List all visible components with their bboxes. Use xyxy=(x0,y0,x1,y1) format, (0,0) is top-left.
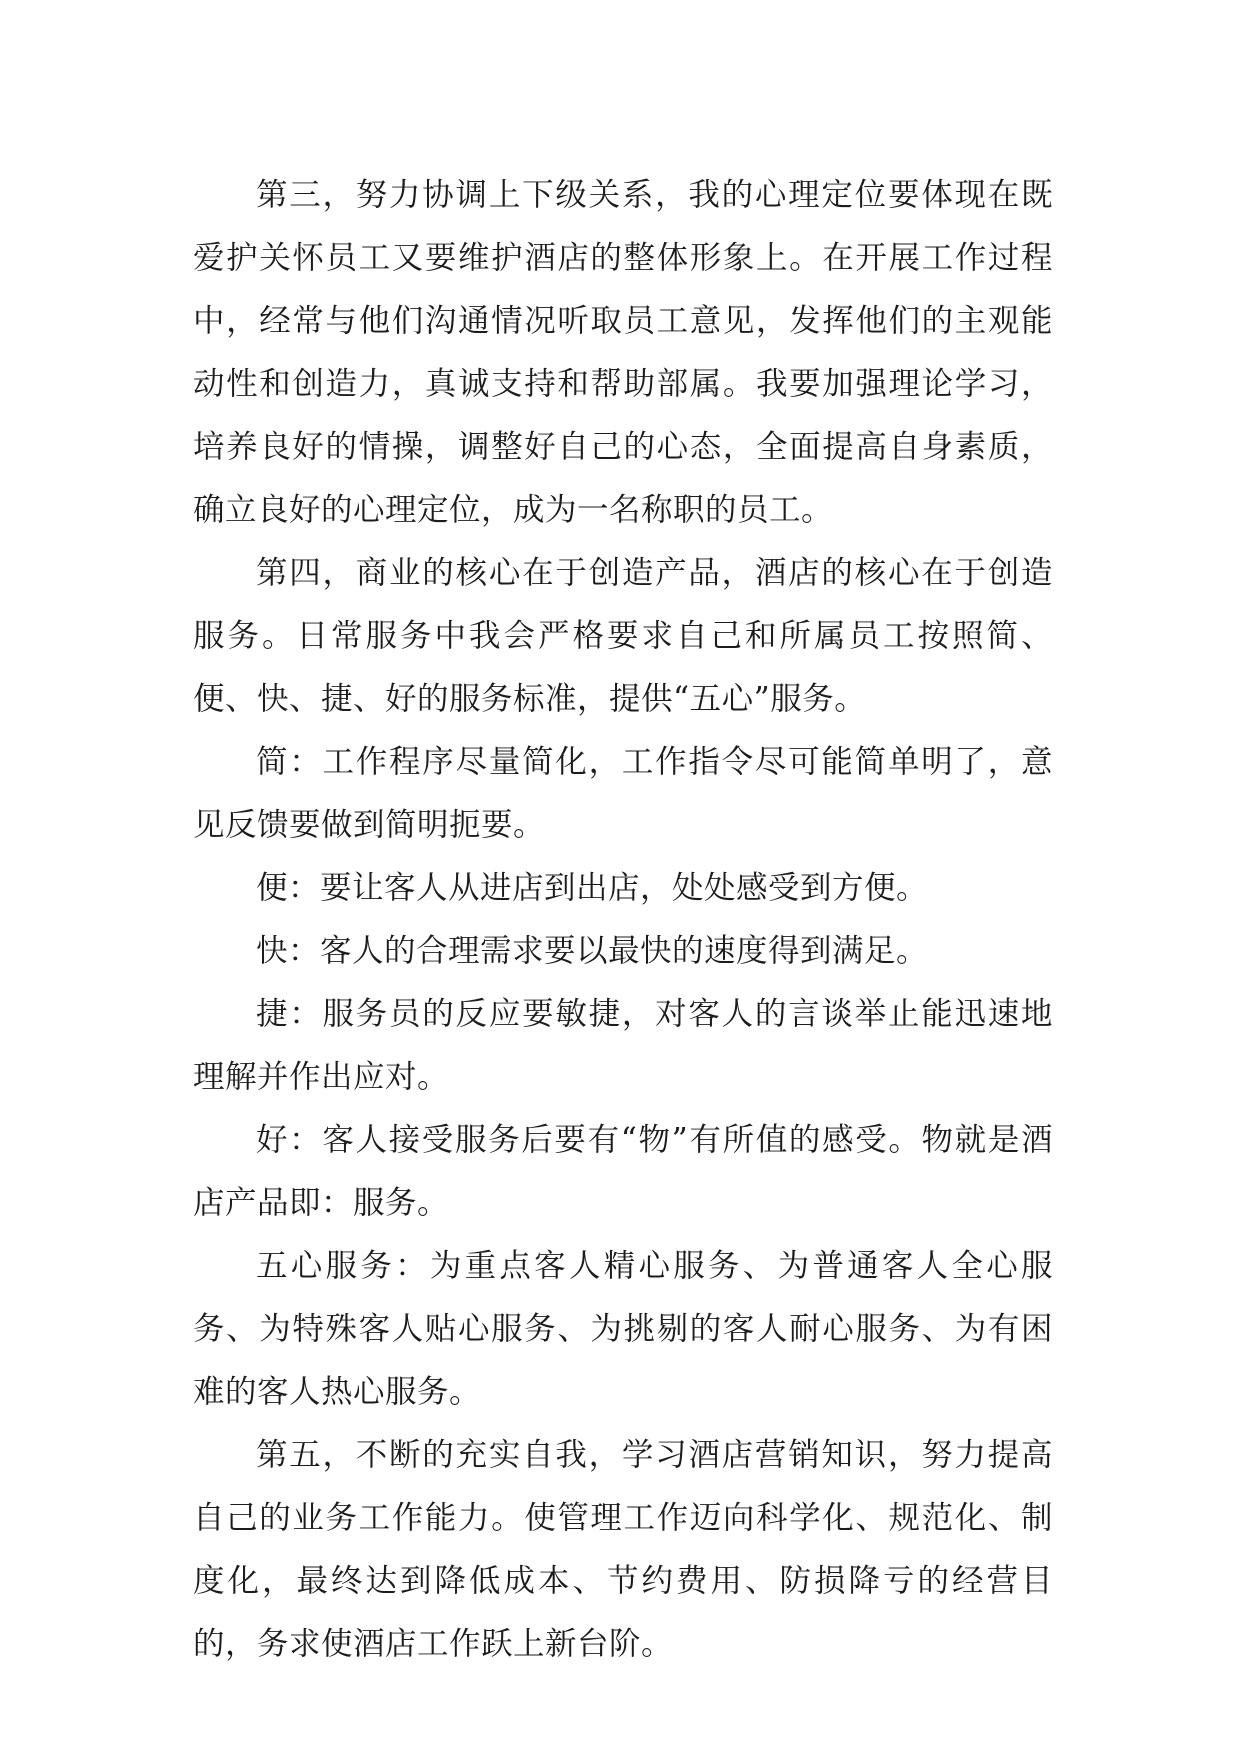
paragraph-bian: 便：要让客人从进店到出店，处处感受到方便。 xyxy=(256,870,929,906)
paragraph-kuai: 快：客人的合理需求要以最快的速度得到满足。 xyxy=(256,933,929,969)
paragraph-hao: 好：客人接受服务后要有“物”有所值的感受。物就是酒店产品即：服务。 xyxy=(193,1122,1053,1221)
paragraph-fourth-point: 第四，商业的核心在于创造产品，酒店的核心在于创造服务。日常服务中我会严格要求自己和所属员工按照简、便、快、捷、好的服务标准，提供“五心”服务。 xyxy=(193,555,1053,717)
document-body xyxy=(193,164,1053,1676)
paragraph-five-hearts-service: 五心服务：为重点客人精心服务、为普通客人全心服务、为特殊客人贴心服务、为挑剔的客人耐心服务、为有困难的客人热心服务。 xyxy=(193,1248,1053,1410)
paragraph-jian: 简：工作程序尽量简化，工作指令尽可能简单明了，意见反馈要做到简明扼要。 xyxy=(193,744,1053,843)
paragraph-fifth-point: 第五，不断的充实自我，学习酒店营销知识，努力提高自己的业务工作能力。使管理工作迈向科学化、规范化、制度化，最终达到降低成本、节约费用、防损降亏的经营目的，务求使酒店工作跃上新台阶。 xyxy=(193,1437,1053,1662)
paragraph-jie: 捷：服务员的反应要敏捷，对客人的言谈举止能迅速地理解并作出应对。 xyxy=(193,996,1053,1095)
paragraph-third-point: 第三，努力协调上下级关系，我的心理定位要体现在既爱护关怀员工又要维护酒店的整体形象上。在开展工作过程中，经常与他们沟通情况听取员工意见，发挥他们的主观能动性和创造力，真诚支持和帮助部属。我要加强理论学习，培养良好的情操，调整好自己的心态，全面提高自身素质，确立良好的心理定位，成为一名称职的员工。 xyxy=(193,177,1053,528)
